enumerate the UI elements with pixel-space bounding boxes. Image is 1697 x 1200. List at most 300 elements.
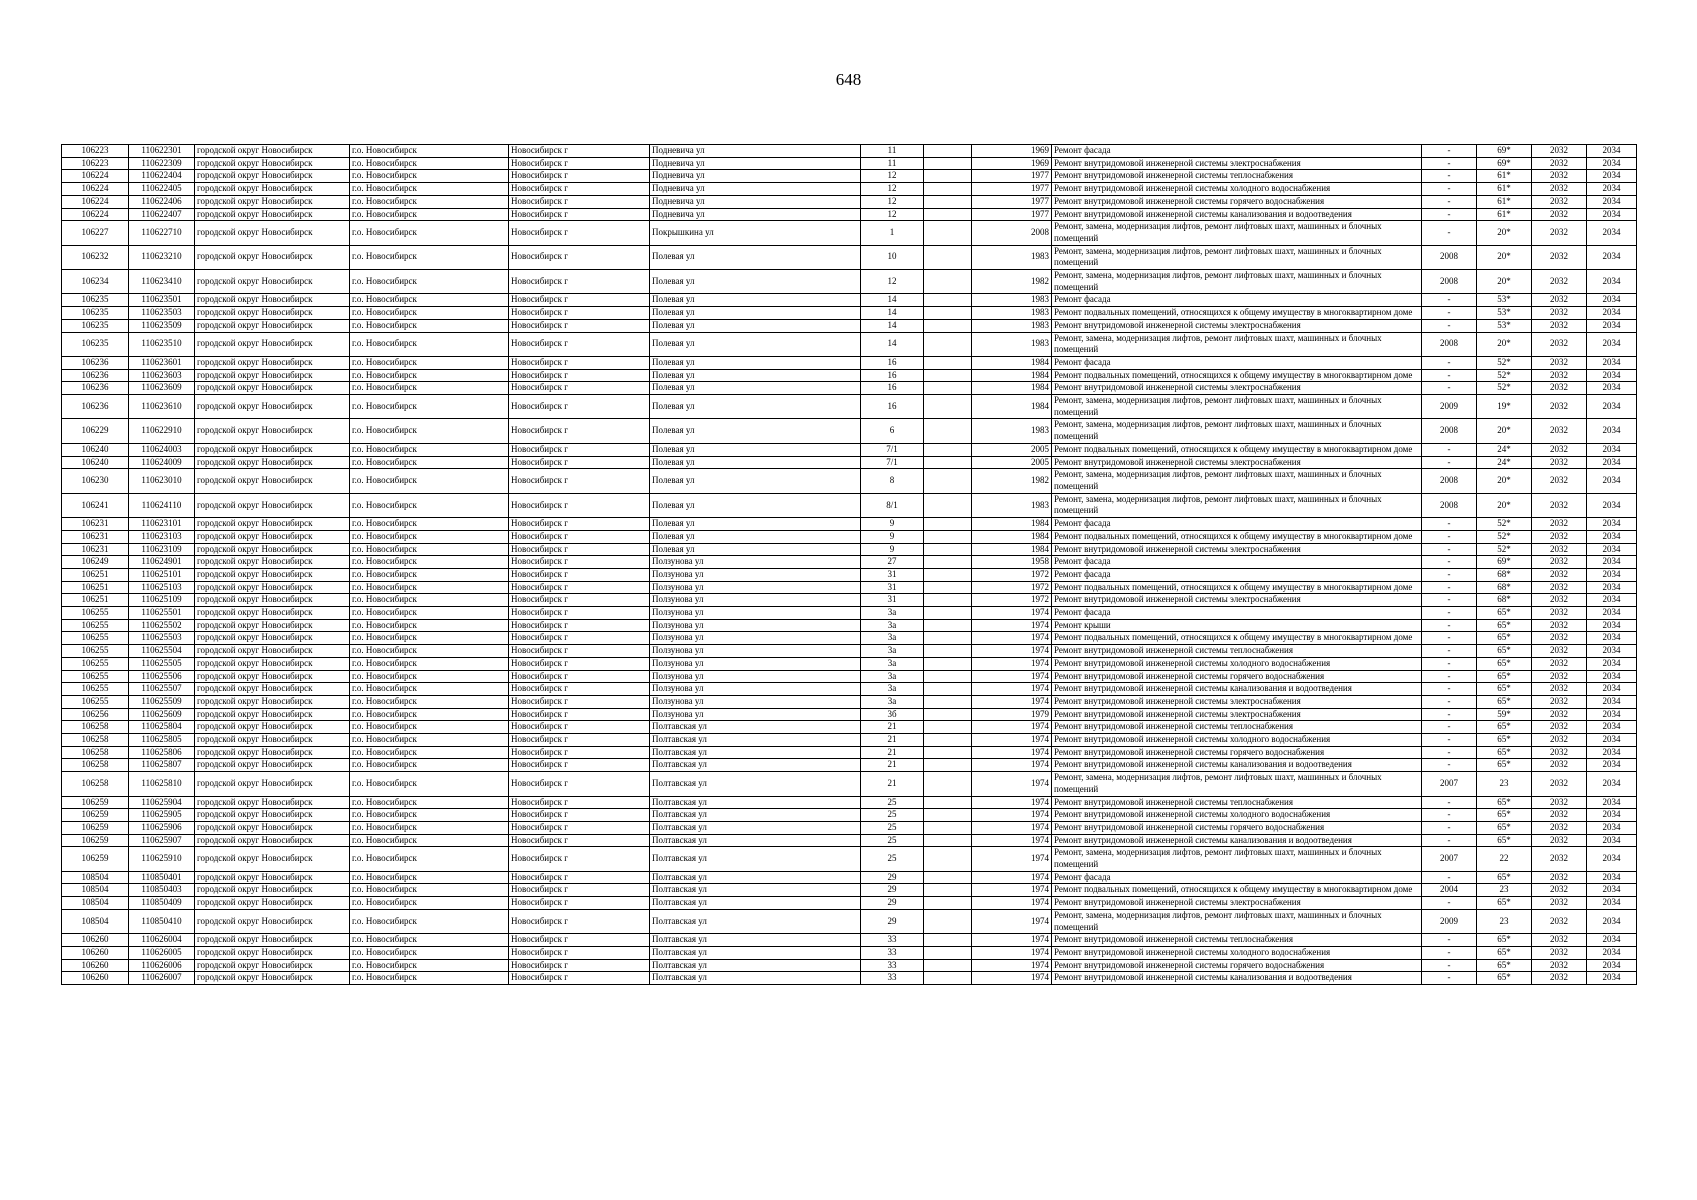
- cell-last-repair-year: -: [1422, 947, 1477, 960]
- cell-plan-end-year: 2034: [1587, 469, 1637, 493]
- cell-wear-percent: 24*: [1477, 456, 1532, 469]
- cell-building: [924, 607, 972, 620]
- cell-plan-end-year: 2034: [1587, 847, 1637, 871]
- cell-record-id: 110626007: [129, 972, 195, 985]
- cell-settlement: г.о. Новосибирск: [350, 469, 509, 493]
- cell-year-built: 1984: [972, 543, 1052, 556]
- cell-settlement: г.о. Новосибирск: [350, 884, 509, 897]
- table-row: [62, 369, 1637, 382]
- cell-house-number: 12: [861, 208, 924, 221]
- cell-municipality: городской округ Новосибирск: [195, 632, 350, 645]
- cell-work-type: Ремонт, замена, модернизация лифтов, ремонт лифтовых шахт, машинных и блочных помещений: [1052, 395, 1422, 419]
- cell-house-number: 25: [861, 834, 924, 847]
- cell-house-number: 9: [861, 530, 924, 543]
- cell-house-id: 106255: [62, 632, 129, 645]
- cell-work-type: Ремонт фасада: [1052, 556, 1422, 569]
- cell-building: [924, 695, 972, 708]
- cell-municipality: городской округ Новосибирск: [195, 245, 350, 269]
- cell-record-id: 110625109: [129, 594, 195, 607]
- cell-settlement: г.о. Новосибирск: [350, 821, 509, 834]
- cell-house-number: 31: [861, 581, 924, 594]
- cell-settlement: г.о. Новосибирск: [350, 395, 509, 419]
- cell-municipality: городской округ Новосибирск: [195, 934, 350, 947]
- cell-last-repair-year: -: [1422, 759, 1477, 772]
- cell-locality: Новосибирск г: [509, 947, 650, 960]
- cell-house-id: 106224: [62, 183, 129, 196]
- cell-municipality: городской округ Новосибирск: [195, 884, 350, 897]
- cell-house-id: 106255: [62, 657, 129, 670]
- cell-wear-percent: 23: [1477, 909, 1532, 933]
- cell-last-repair-year: 2009: [1422, 395, 1477, 419]
- cell-settlement: г.о. Новосибирск: [350, 307, 509, 320]
- cell-street: Ползунова ул: [650, 581, 861, 594]
- cell-record-id: 110625906: [129, 821, 195, 834]
- cell-plan-start-year: 2032: [1532, 195, 1587, 208]
- cell-building: [924, 208, 972, 221]
- table-row: [62, 847, 1637, 871]
- cell-plan-end-year: 2034: [1587, 645, 1637, 658]
- cell-wear-percent: 65*: [1477, 670, 1532, 683]
- cell-municipality: городской округ Новосибирск: [195, 195, 350, 208]
- cell-last-repair-year: -: [1422, 294, 1477, 307]
- cell-municipality: городской округ Новосибирск: [195, 419, 350, 443]
- cell-house-id: 106260: [62, 959, 129, 972]
- cell-work-type: Ремонт внутридомовой инженерной системы горячего водоснабжения: [1052, 195, 1422, 208]
- cell-plan-start-year: 2032: [1532, 332, 1587, 356]
- cell-work-type: Ремонт внутридомовой инженерной системы электроснабжения: [1052, 157, 1422, 170]
- cell-wear-percent: 52*: [1477, 369, 1532, 382]
- cell-last-repair-year: -: [1422, 556, 1477, 569]
- cell-locality: Новосибирск г: [509, 221, 650, 245]
- cell-locality: Новосибирск г: [509, 443, 650, 456]
- cell-building: [924, 683, 972, 696]
- cell-work-type: Ремонт фасада: [1052, 568, 1422, 581]
- cell-record-id: 110625101: [129, 568, 195, 581]
- cell-wear-percent: 65*: [1477, 821, 1532, 834]
- cell-year-built: 1974: [972, 670, 1052, 683]
- cell-plan-start-year: 2032: [1532, 382, 1587, 395]
- table-row: [62, 518, 1637, 531]
- cell-last-repair-year: -: [1422, 897, 1477, 910]
- cell-work-type: Ремонт, замена, модернизация лифтов, ремонт лифтовых шахт, машинных и блочных помещений: [1052, 270, 1422, 294]
- cell-municipality: городской округ Новосибирск: [195, 683, 350, 696]
- cell-last-repair-year: -: [1422, 382, 1477, 395]
- cell-record-id: 110622405: [129, 183, 195, 196]
- cell-building: [924, 972, 972, 985]
- cell-plan-end-year: 2034: [1587, 708, 1637, 721]
- table-row: [62, 456, 1637, 469]
- cell-work-type: Ремонт внутридомовой инженерной системы теплоснабжения: [1052, 934, 1422, 947]
- table-row: [62, 897, 1637, 910]
- cell-plan-start-year: 2032: [1532, 518, 1587, 531]
- cell-wear-percent: 53*: [1477, 319, 1532, 332]
- cell-house-id: 106258: [62, 772, 129, 796]
- cell-year-built: 1974: [972, 759, 1052, 772]
- cell-last-repair-year: -: [1422, 871, 1477, 884]
- cell-house-number: 10: [861, 245, 924, 269]
- cell-plan-end-year: 2034: [1587, 834, 1637, 847]
- cell-plan-start-year: 2032: [1532, 221, 1587, 245]
- cell-plan-start-year: 2032: [1532, 746, 1587, 759]
- cell-plan-end-year: 2034: [1587, 170, 1637, 183]
- cell-locality: Новосибирск г: [509, 556, 650, 569]
- cell-last-repair-year: -: [1422, 568, 1477, 581]
- cell-record-id: 110850403: [129, 884, 195, 897]
- cell-house-number: 9: [861, 543, 924, 556]
- cell-street: Ползунова ул: [650, 670, 861, 683]
- cell-wear-percent: 19*: [1477, 395, 1532, 419]
- cell-street: Полтавская ул: [650, 871, 861, 884]
- cell-municipality: городской округ Новосибирск: [195, 145, 350, 158]
- cell-locality: Новосибирск г: [509, 493, 650, 517]
- cell-settlement: г.о. Новосибирск: [350, 772, 509, 796]
- cell-work-type: Ремонт внутридомовой инженерной системы горячего водоснабжения: [1052, 746, 1422, 759]
- cell-house-id: 106259: [62, 847, 129, 871]
- table-row: [62, 270, 1637, 294]
- cell-last-repair-year: -: [1422, 657, 1477, 670]
- cell-wear-percent: 65*: [1477, 759, 1532, 772]
- table-row: [62, 734, 1637, 747]
- cell-municipality: городской округ Новосибирск: [195, 208, 350, 221]
- cell-wear-percent: 20*: [1477, 332, 1532, 356]
- cell-house-number: 25: [861, 847, 924, 871]
- cell-plan-start-year: 2032: [1532, 884, 1587, 897]
- cell-street: Полтавская ул: [650, 909, 861, 933]
- cell-house-id: 106224: [62, 170, 129, 183]
- cell-work-type: Ремонт внутридомовой инженерной системы горячего водоснабжения: [1052, 959, 1422, 972]
- cell-building: [924, 721, 972, 734]
- cell-plan-end-year: 2034: [1587, 145, 1637, 158]
- cell-house-number: 14: [861, 319, 924, 332]
- cell-work-type: Ремонт, замена, модернизация лифтов, ремонт лифтовых шахт, машинных и блочных помещений: [1052, 493, 1422, 517]
- cell-municipality: городской округ Новосибирск: [195, 947, 350, 960]
- cell-locality: Новосибирск г: [509, 972, 650, 985]
- cell-locality: Новосибирск г: [509, 670, 650, 683]
- cell-house-id: 106236: [62, 382, 129, 395]
- cell-last-repair-year: -: [1422, 543, 1477, 556]
- cell-house-number: 8: [861, 469, 924, 493]
- cell-work-type: Ремонт, замена, модернизация лифтов, ремонт лифтовых шахт, машинных и блочных помещений: [1052, 772, 1422, 796]
- cell-last-repair-year: -: [1422, 369, 1477, 382]
- cell-plan-end-year: 2034: [1587, 543, 1637, 556]
- cell-building: [924, 419, 972, 443]
- cell-house-number: 3а: [861, 670, 924, 683]
- cell-plan-end-year: 2034: [1587, 369, 1637, 382]
- cell-wear-percent: 68*: [1477, 594, 1532, 607]
- cell-street: Ползунова ул: [650, 657, 861, 670]
- cell-settlement: г.о. Новосибирск: [350, 245, 509, 269]
- cell-record-id: 110622910: [129, 419, 195, 443]
- cell-wear-percent: 20*: [1477, 493, 1532, 517]
- cell-settlement: г.о. Новосибирск: [350, 632, 509, 645]
- table-row: [62, 759, 1637, 772]
- table-row: [62, 556, 1637, 569]
- cell-record-id: 110625501: [129, 607, 195, 620]
- cell-record-id: 110850409: [129, 897, 195, 910]
- cell-plan-end-year: 2034: [1587, 947, 1637, 960]
- cell-last-repair-year: -: [1422, 195, 1477, 208]
- cell-year-built: 1974: [972, 847, 1052, 871]
- cell-plan-end-year: 2034: [1587, 456, 1637, 469]
- cell-settlement: г.о. Новосибирск: [350, 419, 509, 443]
- cell-street: Полевая ул: [650, 369, 861, 382]
- cell-locality: Новосибирск г: [509, 319, 650, 332]
- cell-street: Полевая ул: [650, 332, 861, 356]
- cell-plan-end-year: 2034: [1587, 772, 1637, 796]
- cell-work-type: Ремонт внутридомовой инженерной системы теплоснабжения: [1052, 170, 1422, 183]
- cell-work-type: Ремонт фасада: [1052, 607, 1422, 620]
- cell-record-id: 110625509: [129, 695, 195, 708]
- cell-work-type: Ремонт внутридомовой инженерной системы канализования и водоотведения: [1052, 683, 1422, 696]
- cell-house-id: 106232: [62, 245, 129, 269]
- cell-municipality: городской округ Новосибирск: [195, 369, 350, 382]
- cell-locality: Новосибирск г: [509, 543, 650, 556]
- cell-house-number: 14: [861, 332, 924, 356]
- cell-street: Полтавская ул: [650, 759, 861, 772]
- cell-house-id: 106235: [62, 294, 129, 307]
- cell-street: Полевая ул: [650, 456, 861, 469]
- cell-record-id: 110624009: [129, 456, 195, 469]
- cell-settlement: г.о. Новосибирск: [350, 909, 509, 933]
- cell-plan-end-year: 2034: [1587, 695, 1637, 708]
- cell-municipality: городской округ Новосибирск: [195, 746, 350, 759]
- cell-year-built: 1983: [972, 493, 1052, 517]
- cell-last-repair-year: -: [1422, 581, 1477, 594]
- cell-settlement: г.о. Новосибирск: [350, 847, 509, 871]
- cell-work-type: Ремонт внутридомовой инженерной системы холодного водоснабжения: [1052, 657, 1422, 670]
- cell-settlement: г.о. Новосибирск: [350, 934, 509, 947]
- cell-plan-start-year: 2032: [1532, 772, 1587, 796]
- table-row: [62, 772, 1637, 796]
- cell-municipality: городской округ Новосибирск: [195, 581, 350, 594]
- cell-last-repair-year: 2008: [1422, 419, 1477, 443]
- register-table-body: [62, 145, 1637, 985]
- cell-year-built: 2005: [972, 443, 1052, 456]
- cell-settlement: г.о. Новосибирск: [350, 809, 509, 822]
- table-row: [62, 183, 1637, 196]
- cell-record-id: 110623103: [129, 530, 195, 543]
- cell-house-id: 106223: [62, 157, 129, 170]
- cell-plan-start-year: 2032: [1532, 645, 1587, 658]
- cell-work-type: Ремонт внутридомовой инженерной системы холодного водоснабжения: [1052, 183, 1422, 196]
- cell-plan-start-year: 2032: [1532, 245, 1587, 269]
- cell-year-built: 1983: [972, 245, 1052, 269]
- cell-house-number: 3а: [861, 657, 924, 670]
- cell-house-id: 108504: [62, 884, 129, 897]
- cell-plan-start-year: 2032: [1532, 708, 1587, 721]
- cell-wear-percent: 65*: [1477, 683, 1532, 696]
- cell-locality: Новосибирск г: [509, 796, 650, 809]
- cell-record-id: 110622406: [129, 195, 195, 208]
- cell-street: Полевая ул: [650, 382, 861, 395]
- cell-settlement: г.о. Новосибирск: [350, 594, 509, 607]
- cell-locality: Новосибирск г: [509, 157, 650, 170]
- cell-building: [924, 670, 972, 683]
- cell-wear-percent: 65*: [1477, 796, 1532, 809]
- cell-settlement: г.о. Новосибирск: [350, 319, 509, 332]
- cell-building: [924, 518, 972, 531]
- cell-locality: Новосибирск г: [509, 307, 650, 320]
- cell-last-repair-year: -: [1422, 221, 1477, 245]
- cell-settlement: г.о. Новосибирск: [350, 759, 509, 772]
- cell-year-built: 1974: [972, 884, 1052, 897]
- cell-settlement: г.о. Новосибирск: [350, 683, 509, 696]
- cell-house-id: 106260: [62, 934, 129, 947]
- cell-house-number: 12: [861, 183, 924, 196]
- cell-work-type: Ремонт внутридомовой инженерной системы теплоснабжения: [1052, 796, 1422, 809]
- cell-settlement: г.о. Новосибирск: [350, 270, 509, 294]
- cell-house-number: 29: [861, 884, 924, 897]
- cell-work-type: Ремонт внутридомовой инженерной системы электроснабжения: [1052, 382, 1422, 395]
- cell-settlement: г.о. Новосибирск: [350, 834, 509, 847]
- cell-building: [924, 947, 972, 960]
- cell-house-number: 33: [861, 972, 924, 985]
- cell-house-id: 106255: [62, 670, 129, 683]
- cell-record-id: 110625807: [129, 759, 195, 772]
- cell-plan-start-year: 2032: [1532, 356, 1587, 369]
- cell-settlement: г.о. Новосибирск: [350, 382, 509, 395]
- cell-plan-start-year: 2032: [1532, 443, 1587, 456]
- cell-building: [924, 708, 972, 721]
- table-row: [62, 607, 1637, 620]
- cell-house-number: 12: [861, 270, 924, 294]
- cell-house-id: 106241: [62, 493, 129, 517]
- cell-street: Ползунова ул: [650, 632, 861, 645]
- table-row: [62, 721, 1637, 734]
- cell-last-repair-year: -: [1422, 821, 1477, 834]
- cell-house-number: 11: [861, 157, 924, 170]
- cell-locality: Новосибирск г: [509, 270, 650, 294]
- cell-locality: Новосибирск г: [509, 356, 650, 369]
- cell-house-id: 106251: [62, 594, 129, 607]
- cell-record-id: 110625506: [129, 670, 195, 683]
- cell-year-built: 1974: [972, 695, 1052, 708]
- cell-house-id: 106258: [62, 759, 129, 772]
- cell-municipality: городской округ Новосибирск: [195, 395, 350, 419]
- cell-work-type: Ремонт фасада: [1052, 145, 1422, 158]
- table-row: [62, 145, 1637, 158]
- cell-wear-percent: 23: [1477, 772, 1532, 796]
- cell-house-id: 106236: [62, 356, 129, 369]
- table-row: [62, 307, 1637, 320]
- cell-street: Полевая ул: [650, 395, 861, 419]
- table-row: [62, 543, 1637, 556]
- cell-building: [924, 382, 972, 395]
- cell-street: Полтавская ул: [650, 821, 861, 834]
- cell-year-built: 1972: [972, 568, 1052, 581]
- cell-municipality: городской округ Новосибирск: [195, 821, 350, 834]
- cell-municipality: городской округ Новосибирск: [195, 909, 350, 933]
- cell-plan-end-year: 2034: [1587, 493, 1637, 517]
- cell-municipality: городской округ Новосибирск: [195, 594, 350, 607]
- cell-work-type: Ремонт внутридомовой инженерной системы холодного водоснабжения: [1052, 947, 1422, 960]
- cell-plan-end-year: 2034: [1587, 934, 1637, 947]
- cell-plan-start-year: 2032: [1532, 395, 1587, 419]
- cell-street: Полтавская ул: [650, 947, 861, 960]
- cell-street: Подневича ул: [650, 170, 861, 183]
- cell-plan-end-year: 2034: [1587, 721, 1637, 734]
- cell-settlement: г.о. Новосибирск: [350, 157, 509, 170]
- cell-wear-percent: 65*: [1477, 695, 1532, 708]
- cell-plan-start-year: 2032: [1532, 419, 1587, 443]
- cell-house-id: 106223: [62, 145, 129, 158]
- cell-record-id: 110623510: [129, 332, 195, 356]
- cell-work-type: Ремонт внутридомовой инженерной системы канализования и водоотведения: [1052, 834, 1422, 847]
- cell-house-number: 16: [861, 395, 924, 419]
- cell-work-type: Ремонт внутридомовой инженерной системы электроснабжения: [1052, 708, 1422, 721]
- cell-locality: Новосибирск г: [509, 695, 650, 708]
- cell-settlement: г.о. Новосибирск: [350, 369, 509, 382]
- cell-house-number: 6: [861, 419, 924, 443]
- cell-last-repair-year: -: [1422, 834, 1477, 847]
- cell-house-id: 106255: [62, 683, 129, 696]
- cell-plan-end-year: 2034: [1587, 419, 1637, 443]
- cell-work-type: Ремонт внутридомовой инженерной системы электроснабжения: [1052, 456, 1422, 469]
- cell-work-type: Ремонт, замена, модернизация лифтов, ремонт лифтовых шахт, машинных и блочных помещений: [1052, 221, 1422, 245]
- cell-building: [924, 157, 972, 170]
- cell-record-id: 110625910: [129, 847, 195, 871]
- cell-year-built: 1974: [972, 796, 1052, 809]
- cell-municipality: городской округ Новосибирск: [195, 657, 350, 670]
- cell-wear-percent: 53*: [1477, 294, 1532, 307]
- cell-building: [924, 897, 972, 910]
- table-row: [62, 695, 1637, 708]
- cell-year-built: 1974: [972, 607, 1052, 620]
- table-row: [62, 530, 1637, 543]
- cell-wear-percent: 65*: [1477, 746, 1532, 759]
- cell-street: Полтавская ул: [650, 734, 861, 747]
- cell-house-id: 108504: [62, 909, 129, 933]
- cell-year-built: 1972: [972, 581, 1052, 594]
- cell-plan-end-year: 2034: [1587, 556, 1637, 569]
- cell-house-number: 14: [861, 294, 924, 307]
- cell-house-number: 7/1: [861, 443, 924, 456]
- cell-house-id: 106259: [62, 809, 129, 822]
- cell-year-built: 1974: [972, 909, 1052, 933]
- cell-plan-start-year: 2032: [1532, 871, 1587, 884]
- cell-house-id: 106235: [62, 332, 129, 356]
- cell-plan-start-year: 2032: [1532, 493, 1587, 517]
- cell-last-repair-year: -: [1422, 734, 1477, 747]
- cell-record-id: 110623010: [129, 469, 195, 493]
- cell-street: Полтавская ул: [650, 934, 861, 947]
- cell-house-id: 106235: [62, 319, 129, 332]
- cell-work-type: Ремонт, замена, модернизация лифтов, ремонт лифтовых шахт, машинных и блочных помещений: [1052, 332, 1422, 356]
- cell-work-type: Ремонт крыши: [1052, 619, 1422, 632]
- cell-house-number: 3а: [861, 619, 924, 632]
- cell-year-built: 1974: [972, 821, 1052, 834]
- cell-wear-percent: 65*: [1477, 934, 1532, 947]
- cell-municipality: городской округ Новосибирск: [195, 543, 350, 556]
- cell-last-repair-year: 2008: [1422, 493, 1477, 517]
- cell-settlement: г.о. Новосибирск: [350, 145, 509, 158]
- cell-year-built: 1974: [972, 657, 1052, 670]
- cell-settlement: г.о. Новосибирск: [350, 530, 509, 543]
- cell-year-built: 1974: [972, 972, 1052, 985]
- cell-plan-end-year: 2034: [1587, 683, 1637, 696]
- cell-settlement: г.о. Новосибирск: [350, 721, 509, 734]
- cell-work-type: Ремонт внутридомовой инженерной системы канализования и водоотведения: [1052, 208, 1422, 221]
- cell-municipality: городской округ Новосибирск: [195, 645, 350, 658]
- cell-building: [924, 934, 972, 947]
- cell-house-number: 33: [861, 959, 924, 972]
- table-row: [62, 884, 1637, 897]
- cell-record-id: 110624901: [129, 556, 195, 569]
- cell-house-number: 3а: [861, 607, 924, 620]
- cell-wear-percent: 65*: [1477, 607, 1532, 620]
- cell-last-repair-year: -: [1422, 319, 1477, 332]
- cell-house-id: 106235: [62, 307, 129, 320]
